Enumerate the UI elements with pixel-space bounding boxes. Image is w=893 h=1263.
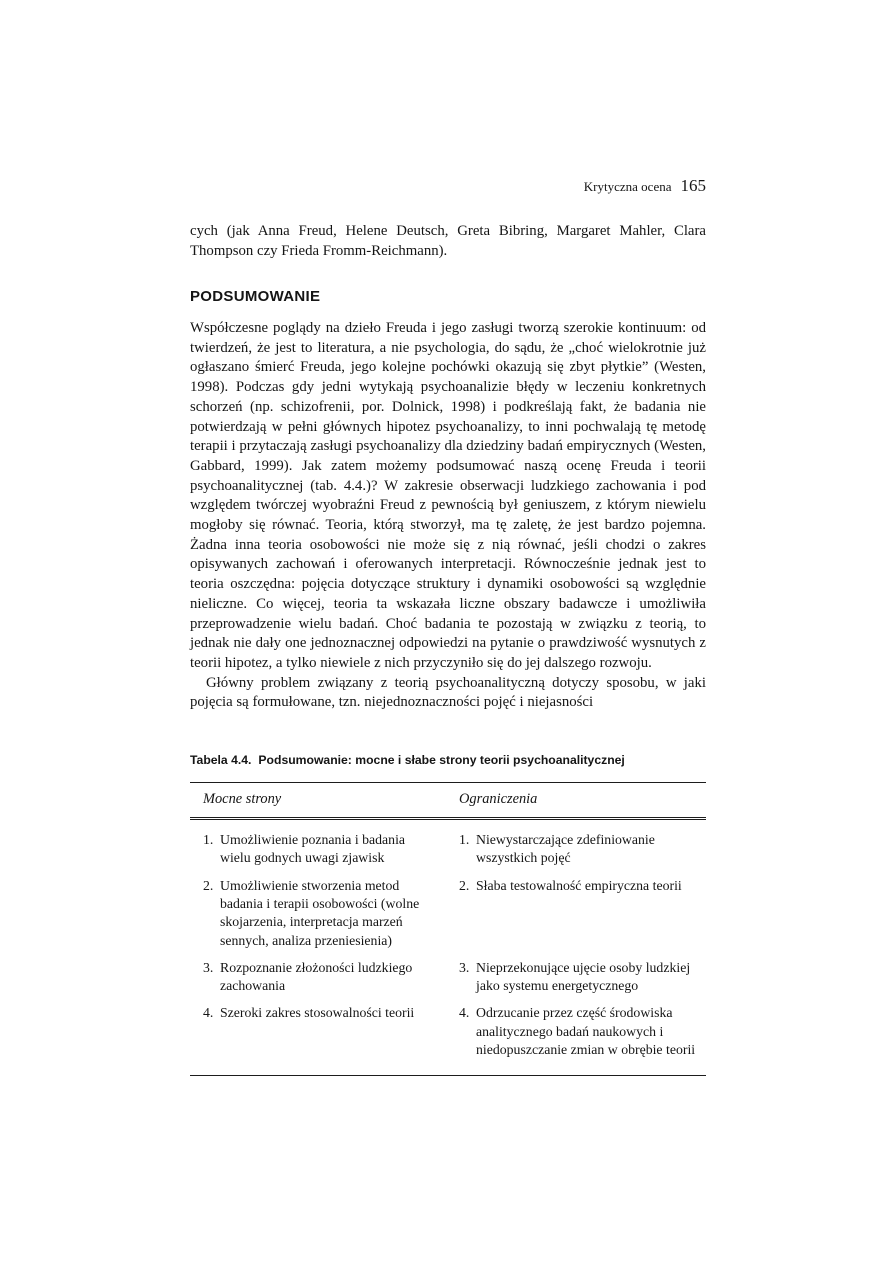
body-paragraph-2: Główny problem związany z teorią psychoanalityczną dotyczy sposobu, w jaki pojęcia są formułowane, tzn. niejednoznaczności pojęć i niejasności (190, 674, 706, 711)
page-content (190, 176, 706, 1076)
table-item (459, 959, 698, 996)
table-item (203, 1004, 428, 1022)
item-text: Odrzucanie przez część środowiska analitycznego badań naukowych i niedopuszczanie zmian w obrębie teorii (476, 1005, 696, 1058)
page-header (190, 176, 706, 196)
item-number: 1. (459, 832, 470, 848)
strengths-cell-2 (190, 877, 448, 950)
page-number: 165 (680, 176, 706, 195)
item-number: 1. (203, 832, 214, 848)
item-number: 3. (203, 959, 214, 975)
limitations-cell-1 (448, 831, 706, 868)
table-item (459, 831, 698, 868)
table-item (203, 959, 428, 996)
strengths-cell-1 (190, 831, 448, 868)
limitations-cell-4 (448, 1004, 706, 1059)
item-text: Słaba testowalność empiryczna teorii (476, 877, 682, 893)
item-text: Rozpoznanie złożoności ludzkiego zachowania (220, 959, 413, 994)
item-text: Umożliwienie poznania i badania wielu godnych uwagi zjawisk (220, 832, 406, 866)
table-caption-label: Tabela 4.4. (190, 753, 252, 768)
intro-paragraph: cych (jak Anna Freud, Helene Deutsch, Greta Bibring, Margaret Mahler, Clara Thompson czy Frieda Fromm-Reichmann). (190, 223, 706, 259)
section-heading: PODSUMOWANIE (190, 288, 321, 305)
body-paragraph-1: Współczesne poglądy na dzieło Freuda i jego zasługi tworzą szerokie kontinuum: od twierdzeń, że jest to literatura, a nie psychologia, do sądu, że „choć wielokrotnie już ogłaszano śmierć Freuda, jego kolejne pochówki okazują się zbyt płytkie” (Westen, 1998). Podczas gdy jedni wytykają psychoanalizie błędy w leczeniu konkretnych schorzeń (np. schizofrenii, por. Dolnick, 1998) i podkreślają fakt, że badania nie potwierdzają w pełni głównych hipotez psychoanalizy, to inni pochwalają tę metodę terapii i przytaczają zasługi psychoanalizy dla dziedziny badań empirycznych (Westen, Gabbard, 1999). Jak zatem możemy podsumować naszą ocenę Freuda i teorii psychoanalitycznej (tab. 4.4.)? W zakresie obserwacji ludzkiego zachowania i pod względem twórczej wyobraźni Freud z pewnością był geniuszem, z którym niewielu mogłoby się równać. Teoria, którą stworzył, ma tę zaletę, że jest bardzo pojemna. Żadna inna teoria osobowości nie może się z nią równać, jeśli chodzi o zakres opisywanych zachowań i oferowanych interpretacji. Równocześnie jednak jest to teoria oszczędna: pojęcia dotyczące struktury i dynamiki osobowości są względnie nieliczne. Co więcej, teoria ta wskazała liczne obszary badawcze i umożliwiła przeprowadzenie wielu badań. Choć badania te pozostają w związku z teorią, to jednak nie dały one jednoznacznej odpowiedzi na pytanie o prawdziwość wysnutych z teorii hipotez, a tylko niewiele z nich przyczyniło się do jej dalszego rozwoju. (190, 320, 706, 671)
item-text: Szeroki zakres stosowalności teorii (220, 1005, 415, 1021)
item-text: Umożliwienie stworzenia metod badania i terapii osobowości (wolne skojarzenia, interpretacja marzeń sennych, analiza przeniesienia) (220, 877, 420, 948)
strengths-cell-4 (190, 1004, 448, 1059)
table-item (203, 877, 428, 950)
table-row-3 (190, 959, 706, 996)
item-number: 4. (203, 1005, 214, 1021)
table-row-4 (190, 1004, 706, 1059)
table-caption-text: Podsumowanie: mocne i słabe strony teorii psychoanalitycznej (258, 753, 625, 768)
item-number: 3. (459, 959, 470, 975)
column-header-strengths: Mocne strony (203, 791, 282, 808)
table-caption (190, 753, 706, 767)
table-header-row (190, 783, 706, 820)
table-item (459, 877, 698, 895)
running-title: Krytyczna ocena (583, 179, 672, 194)
limitations-cell-2 (448, 877, 706, 950)
item-text: Niewystarczające zdefiniowanie wszystkich pojęć (476, 832, 655, 866)
column-header-limitations: Ograniczenia (459, 791, 538, 808)
table-row-2 (190, 877, 706, 950)
table-row-1 (190, 831, 706, 868)
table-item (459, 1004, 698, 1059)
item-text: Nieprzekonujące ujęcie osoby ludzkiej jako systemu energetycznego (476, 959, 691, 994)
table-item (203, 831, 428, 868)
item-number: 4. (459, 1005, 470, 1021)
limitations-cell-3 (448, 959, 706, 996)
summary-table (190, 782, 706, 1076)
table-body (190, 820, 706, 1075)
item-number: 2. (459, 877, 470, 893)
item-number: 2. (203, 877, 214, 893)
strengths-cell-3 (190, 959, 448, 996)
